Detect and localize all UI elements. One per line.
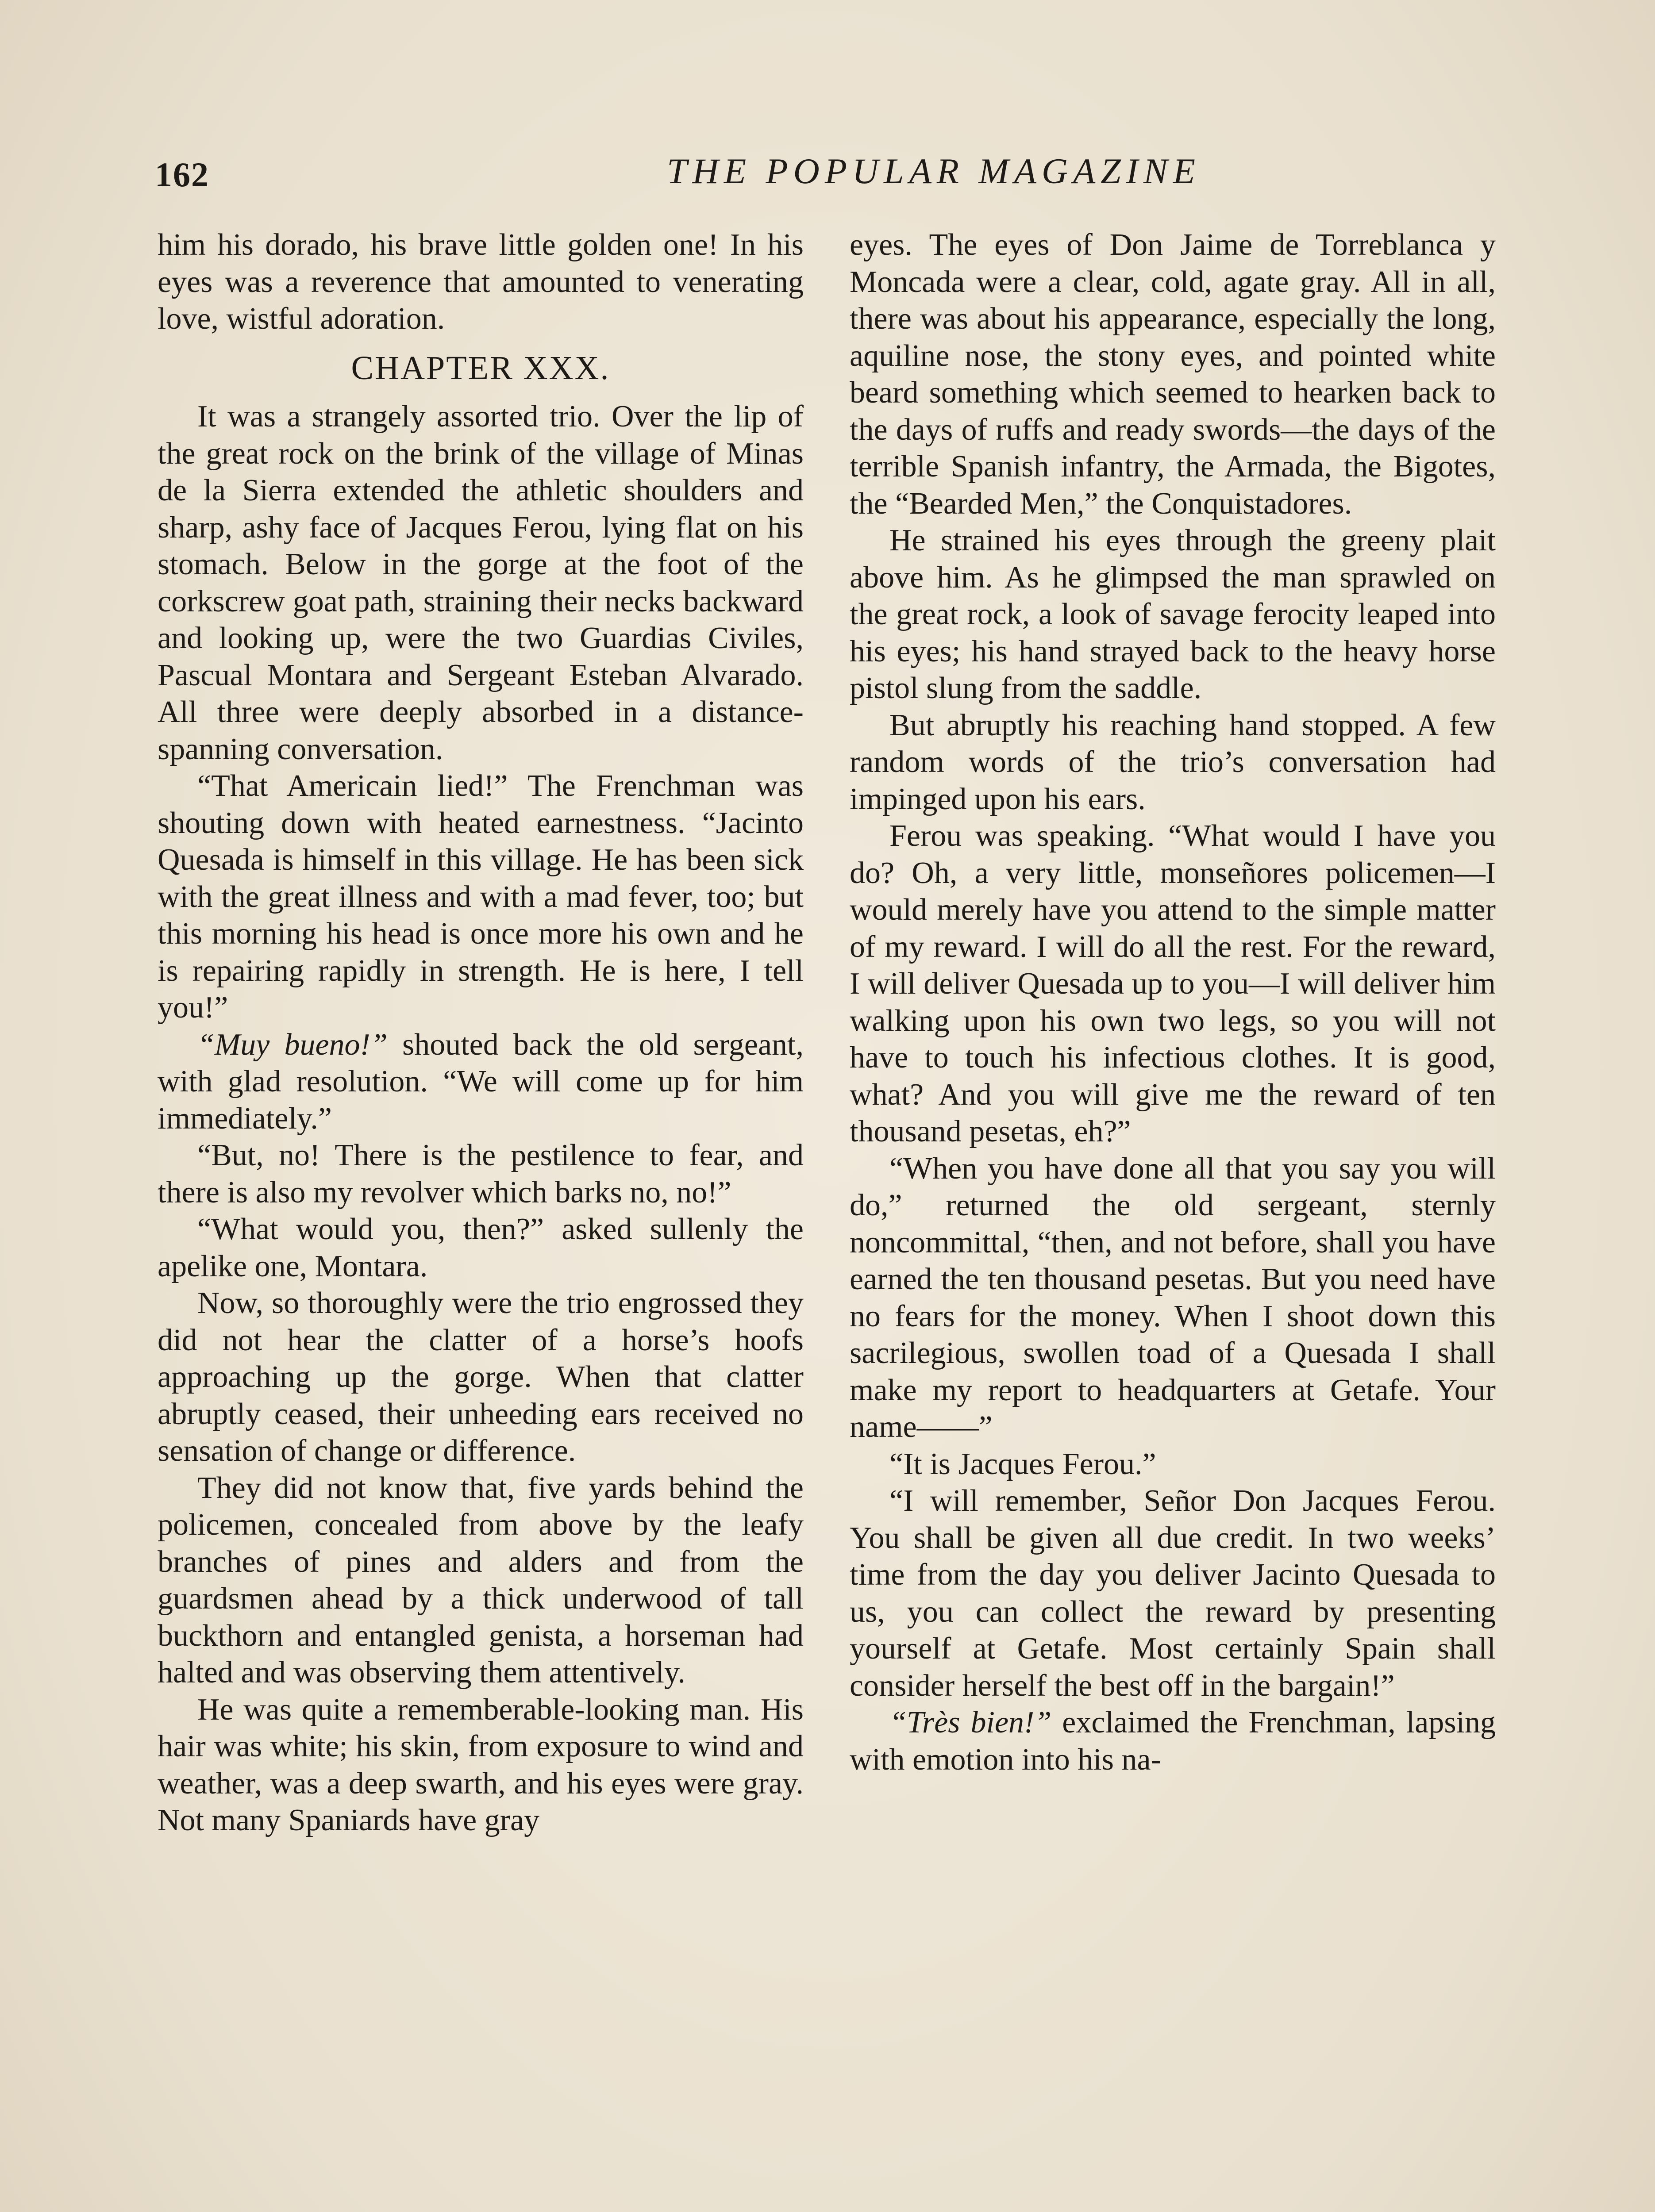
paragraph: But abruptly his reaching hand stopped. A few random words of the trio’s conversation had impinged upon his ears.: [850, 708, 1496, 816]
running-title: THE POPULAR MAGAZINE: [667, 151, 1201, 191]
paragraph: “I will remember, Señor Don Jacques Ferou. You shall be given all due credit. In two weeks’ time from the day you deliver Jacinto Quesada to us, you can collect the reward by presenting yourself at Getafe. Most certainly Spain shall consider herself the best off in the bargain!”: [850, 1484, 1496, 1703]
page-header: [155, 146, 1496, 212]
chapter-heading: CHAPTER XXX.: [351, 349, 610, 387]
paragraph: “What would you, then?” asked sullenly the apelike one, Montara.: [158, 1212, 804, 1283]
paragraph: eyes. The eyes of Don Jaime de Torreblanca y Moncada were a clear, cold, agate gray. All in all, there was about his appearance, especially the long, aquiline nose, the stony eyes, and pointed white beard something which seemed to hearken back to the days of ruffs and ready swords—the days of the terrible Spanish infantry, the Armada, the Bigotes, the “Bearded Men,” the Conquistadores.: [850, 228, 1496, 521]
paragraph: “When you have done all that you say you will do,” returned the old sergeant, sternly noncommittal, “then, and not before, shall you have earned the ten thousand pesetas. But you need have no fears for the money. When I shoot down this sacrilegious, swollen toad of a Quesada I shall make my report to headquarters at Getafe. Your name——”: [850, 1151, 1496, 1444]
paragraph: He strained his eyes through the greeny plait above him. As he glimpsed the man sprawled on the great rock, a look of savage ferocity leaped into his eyes; his hand strayed back to the heavy horse pistol slung from the saddle.: [850, 523, 1496, 705]
paragraph: He was quite a rememberable-looking man. His hair was white; his skin, from exposure to wind and weather, was a deep swarth, and his eyes were gray. Not many Spaniards have gray: [158, 1692, 804, 1837]
italic-exclamation: “Muy bueno!”: [197, 1027, 388, 1062]
paragraph-text: exclaimed the Frenchman, lapsing with emotion into his na-: [850, 1705, 1496, 1777]
paragraph: “That Americain lied!” The Frenchman was shouting down with heated earnestness. “Jacinto Quesada is himself in this village. He has been sick with the great illness and with a mad fever, too; but this morning his head is once more his own and he is repairing rapidly in strength. He is here, I tell you!”: [158, 769, 804, 1025]
paragraph-text: shouted back the old sergeant, with glad resolution. “We will come up for him immediately.”: [158, 1027, 804, 1136]
paragraph: [158, 1026, 804, 1137]
paragraph: “It is Jacques Ferou.”: [889, 1447, 1156, 1481]
page-number: 162: [155, 155, 209, 194]
left-column: [158, 227, 804, 1839]
paragraph: Now, so thoroughly were the trio engrossed they did not hear the clatter of a horse’s hoofs approaching up the gorge. When that clatter abruptly ceased, their unheeding ears received no sensation of change or difference.: [158, 1286, 804, 1468]
paragraph: “But, no! There is the pestilence to fear, and there is also my revolver which barks no, no!”: [158, 1138, 804, 1210]
paragraph: It was a strangely assorted trio. Over the lip of the great rock on the brink of the village of Minas de la Sierra extended the athletic shoulders and sharp, ashy face of Jacques Ferou, lying flat on his stomach. Below in the gorge at the foot of the corkscrew goat path, straining their necks backward and looking up, were the two Guardias Civiles, Pascual Montara and Sergeant Esteban Alvarado. All three were deeply absorbed in a distance-spanning conversation.: [158, 399, 804, 766]
paragraph: him his dorado, his brave little golden one! In his eyes was a reverence that amounted to venerating love, wistful adoration.: [158, 228, 804, 336]
paragraph: Ferou was speaking. “What would I have you do? Oh, a very little, monseñores policemen—I would merely have you attend to the simple matter of my reward. I will do all the rest. For the reward, I will deliver Quesada up to you—I will deliver him walking upon his own two legs, so you will not have to touch his infectious clothes. It is good, what? And you will give me the reward of ten thousand pesetas, eh?”: [850, 819, 1496, 1148]
paragraph: [850, 1704, 1496, 1778]
paragraph: They did not know that, five yards behind the policemen, concealed from above by the leafy branches of pines and alders and from the guardsmen ahead by a thick underwood of tall buckthorn and entangled genista, a horseman had halted and was observing them attentively.: [158, 1471, 804, 1690]
right-column: [850, 227, 1496, 1778]
italic-exclamation: “Très bien!”: [889, 1705, 1052, 1740]
